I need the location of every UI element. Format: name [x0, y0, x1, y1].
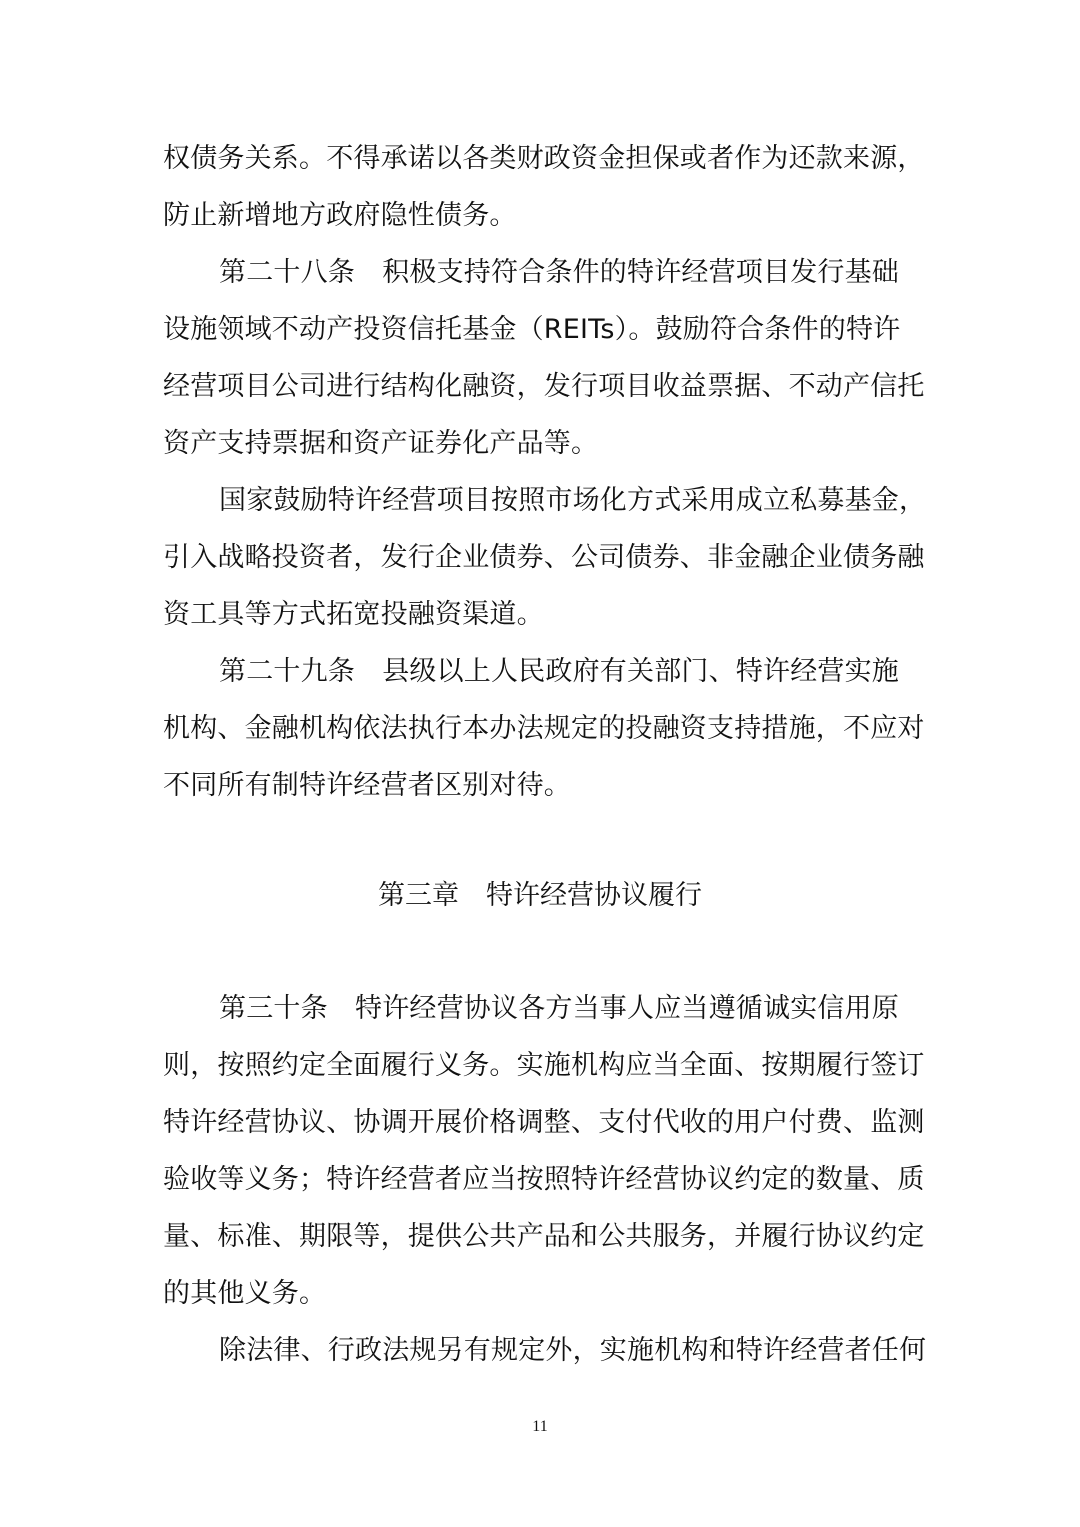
page-number: 11	[532, 1418, 548, 1435]
article-30-line-2: 则，按照约定全面履行义务。实施机构应当全面、按期履行签订	[163, 1050, 925, 1081]
article-30-line-1: 第三十条 特许经营协议各方当事人应当遵循诚实信用原	[219, 993, 899, 1024]
paragraph-continuation-line-1: 权债务关系。不得承诺以各类财政资金担保或者作为还款来源，	[163, 143, 925, 174]
article-28-line-2: 设施领域不动产投资信托基金（REITs）。鼓励符合条件的特许	[163, 314, 901, 345]
article-30-line-6: 的其他义务。	[163, 1278, 327, 1309]
exception-clause-line-1: 除法律、行政法规另有规定外，实施机构和特许经营者任何	[219, 1335, 927, 1366]
article-29-line-2: 机构、金融机构依法执行本办法规定的投融资支持措施，不应对	[163, 713, 925, 744]
article-29-line-3: 不同所有制特许经营者区别对待。	[163, 770, 571, 801]
article-30-line-5: 量、标准、期限等，提供公共产品和公共服务，并履行协议约定	[163, 1221, 925, 1252]
article-30-line-3: 特许经营协议、协调开展价格调整、支付代收的用户付费、监测	[163, 1107, 925, 1138]
chapter-title: 第三章 特许经营协议履行	[378, 880, 702, 911]
article-28-line-1: 第二十八条 积极支持符合条件的特许经营项目发行基础	[219, 257, 899, 288]
article-30-line-4: 验收等义务；特许经营者应当按照特许经营协议约定的数量、质	[163, 1164, 925, 1195]
article-29-line-1: 第二十九条 县级以上人民政府有关部门、特许经营实施	[219, 656, 899, 687]
paragraph-continuation-line-2: 防止新增地方政府隐性债务。	[163, 200, 517, 231]
national-encouragement-line-3: 资工具等方式拓宽投融资渠道。	[163, 599, 544, 630]
article-28-line-3: 经营项目公司进行结构化融资，发行项目收益票据、不动产信托	[163, 371, 925, 402]
national-encouragement-line-1: 国家鼓励特许经营项目按照市场化方式采用成立私募基金，	[219, 485, 927, 516]
article-28-line-4: 资产支持票据和资产证券化产品等。	[163, 428, 599, 459]
national-encouragement-line-2: 引入战略投资者，发行企业债券、公司债券、非金融企业债务融	[163, 542, 925, 573]
